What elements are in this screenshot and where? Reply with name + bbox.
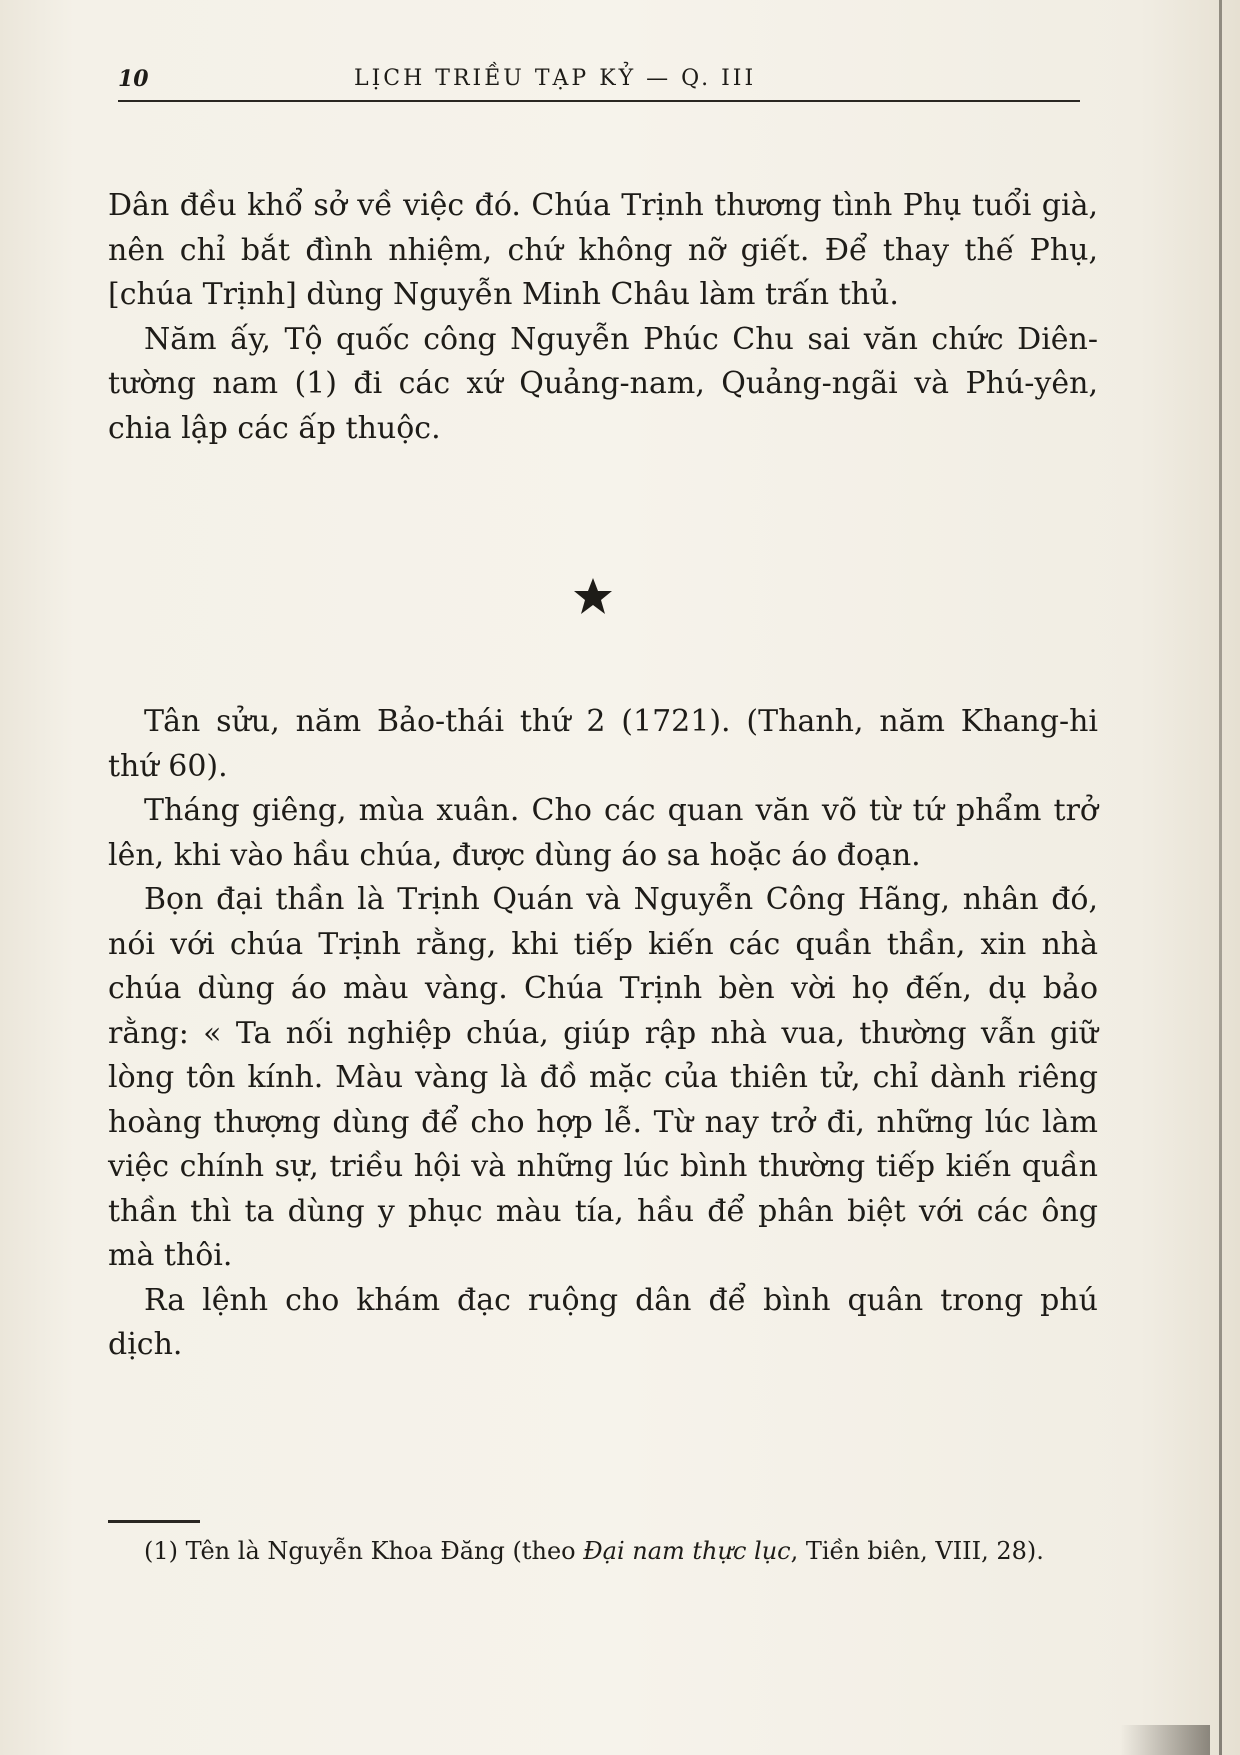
page-header xyxy=(118,62,1078,102)
paragraph: Năm ấy, Tộ quốc công Nguyễn Phúc Chu sai văn chức Diên-tường nam (1) đi các xứ Quảng-nam, Quảng-ngãi và Phú-yên, chia lập các ấp thuộc. xyxy=(108,321,1098,446)
footnote-tail: , Tiền biên, VIII, 28). xyxy=(790,1537,1044,1565)
footnote-lead: (1) Tên là Nguyễn Khoa Đăng (theo xyxy=(144,1537,584,1565)
running-title: LỊCH TRIỀU TẠP KỶ — Q. III xyxy=(354,66,757,91)
paragraph: Tháng giêng, mùa xuân. Cho các quan văn võ từ tứ phẩm trở lên, khi vào hầu chúa, được dùng áo sa hoặc áo đoạn. xyxy=(108,793,1098,873)
paragraph: Tân sửu, năm Bảo-thái thứ 2 (1721). (Thanh, năm Khang-hi thứ 60). xyxy=(108,704,1098,784)
footnote-rule xyxy=(108,1520,200,1523)
text-block-2 xyxy=(108,700,1098,1368)
binding-edge xyxy=(1219,0,1222,1755)
paragraph: Bọn đại thần là Trịnh Quán và Nguyễn Công Hãng, nhân đó, nói với chúa Trịnh rằng, khi tiếp kiến các quần thần, xin nhà chúa dùng áo màu vàng. Chúa Trịnh bèn vời họ đến, dụ bảo rằng: « Ta nối nghiệp chúa, giúp rập nhà vua, thường vẫn giữ lòng tôn kính. Màu vàng là đồ mặc của thiên tử, chỉ dành riêng hoàng thượng dùng để cho hợp lễ. Từ nay trở đi, những lúc làm việc chính sự, triều hội và những lúc bình thường tiếp kiến quần thần thì ta dùng y phục màu tía, hầu để phân biệt với các ông mà thôi. xyxy=(108,882,1098,1273)
footnote-source-title: Đại nam thực lục xyxy=(583,1537,791,1565)
page-number: 10 xyxy=(118,66,149,92)
text-block-1 xyxy=(108,184,1098,451)
paragraph: Ra lệnh cho khám đạc ruộng dân để bình quân trong phú dịch. xyxy=(108,1282,1098,1362)
scan-smudge xyxy=(1120,1725,1210,1755)
footnote-text xyxy=(108,1532,1098,1570)
paragraph: Dân đều khổ sở về việc đó. Chúa Trịnh thương tình Phụ tuổi già, nên chỉ bắt đình nhiệm, chứ không nỡ giết. Để thay thế Phụ, [chúa Trịnh] dùng Nguyễn Minh Châu làm trấn thủ. xyxy=(108,188,1098,312)
star-icon xyxy=(573,576,613,616)
footnote xyxy=(108,1532,1098,1570)
header-rule xyxy=(118,100,1080,102)
